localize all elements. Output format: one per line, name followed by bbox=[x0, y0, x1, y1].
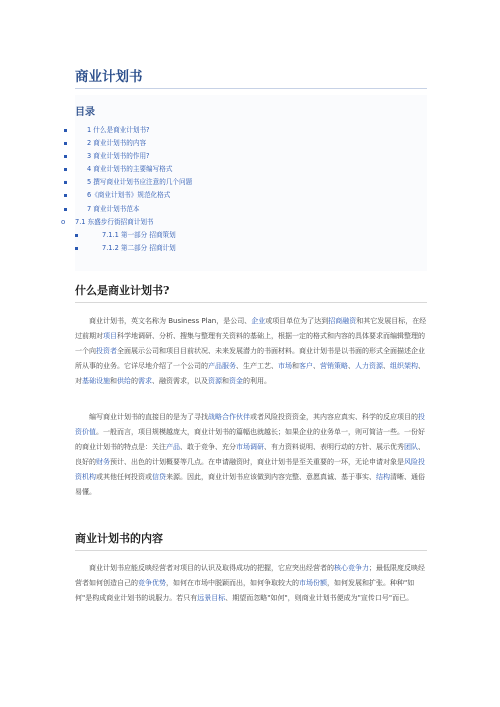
inline-link[interactable]: 招商融资 bbox=[328, 317, 357, 325]
toc-item[interactable] bbox=[75, 150, 427, 163]
inline-link[interactable]: 市场调研 bbox=[236, 443, 264, 451]
inline-link[interactable]: 远景目标 bbox=[197, 594, 226, 602]
inline-link[interactable]: 信贷 bbox=[152, 473, 166, 481]
toc-item[interactable] bbox=[75, 163, 427, 176]
text-run: 来源。因此，商业计划书应该做到内容完整、意愿真诚、基于事实、 bbox=[166, 473, 376, 481]
inline-link[interactable]: 供给 bbox=[117, 377, 131, 385]
page-title: 商业计划书 bbox=[75, 69, 143, 85]
text-run: ；最低限度反映经营者如何创造自己的 bbox=[75, 564, 425, 587]
text-run: 商业计划书，英文名称为 Business Plan，是公司、 bbox=[89, 317, 252, 325]
inline-link[interactable]: 核心竞争力 bbox=[334, 564, 369, 572]
text-run: 和 bbox=[222, 377, 229, 385]
square-bullet-icon bbox=[75, 234, 78, 237]
text-run: 全面展示公司和项目目前状况、未来发展潜力的书面材料。商业计划书是以书面的形式全面描述企业所从事的业务。它详尽地介绍了一个公司的 bbox=[75, 347, 425, 370]
inline-link[interactable]: 投资价值 bbox=[75, 413, 425, 436]
inline-link[interactable]: 营销策略 bbox=[320, 362, 348, 370]
toc-item[interactable] bbox=[61, 216, 427, 229]
toc-item-label: 7.1 东盛步行街招商计划书 bbox=[75, 217, 154, 226]
text-run: 或者风险投资资金，其内容应真实、科学的反应项目的 bbox=[250, 413, 418, 421]
toc-list bbox=[61, 124, 427, 255]
inline-link[interactable]: 项目 bbox=[103, 332, 117, 340]
square-bullet-icon bbox=[64, 129, 67, 132]
text-run: 或其他任何投资或 bbox=[96, 473, 152, 481]
toc-item-label: 7.1.1 第一部分 招商策划 bbox=[102, 230, 176, 239]
text-run: 、 bbox=[348, 362, 355, 370]
inline-link[interactable]: 资源 bbox=[208, 377, 222, 385]
inline-link[interactable]: 产品服务 bbox=[208, 362, 236, 370]
toc-item-label: 1 什么是商业计划书? bbox=[87, 126, 150, 134]
text-run: 的利用。 bbox=[243, 377, 271, 385]
text-run: 、敢于竞争、充分 bbox=[180, 443, 236, 451]
text-run: 、良好的 bbox=[75, 443, 425, 466]
text-run: 科学地调研、分析、搜集与整理有关资料的基础上，根据一定的格式和内容的具体要求而编辑整理的一个向 bbox=[75, 332, 425, 355]
inline-link[interactable]: 财务 bbox=[96, 458, 110, 466]
toc-item-label: 7 商业计划书范本 bbox=[87, 204, 140, 213]
text-run: 或项目单位为了达到 bbox=[265, 317, 329, 325]
toc-item[interactable] bbox=[75, 229, 427, 242]
text-run: 的 bbox=[131, 377, 138, 385]
text-run: ，如何在市场中脱颖而出，如何争取较大的 bbox=[166, 579, 299, 587]
toc-item-label: 3 商业计划书的作用? bbox=[87, 152, 150, 161]
text-run: 和其它发展目标，在经过前期对 bbox=[75, 317, 427, 340]
paragraph-definition bbox=[75, 314, 427, 389]
text-run: 、期望而忽略"如何"，则商业计划书便成为"宣传口号"而已。 bbox=[225, 594, 414, 602]
square-bullet-icon bbox=[64, 142, 67, 145]
inline-link[interactable]: 资金 bbox=[229, 377, 243, 385]
inline-link[interactable]: 竞争优势 bbox=[138, 579, 166, 587]
toc-item[interactable] bbox=[75, 203, 427, 216]
square-bullet-icon bbox=[64, 194, 67, 197]
text-run: 。一般而言，项目规模越庞大，商业计划书的篇幅也就越长；如果企业的业务单一，则可简洁一些。一份好的商业计划书的特点是：关注 bbox=[75, 428, 425, 451]
text-run: 、生产工艺、 bbox=[236, 362, 278, 370]
inline-link[interactable]: 人力资源 bbox=[355, 362, 383, 370]
text-run: 、融资需求，以及 bbox=[152, 377, 208, 385]
toc-item-label: 6《商业计划书》规范化格式 bbox=[87, 191, 171, 200]
text-run: 、有力资料说明、表明行动的方针、展示优秀 bbox=[264, 443, 404, 451]
inline-link[interactable]: 组织架构 bbox=[390, 362, 418, 370]
text-run: 和 bbox=[292, 362, 299, 370]
text-run: 、 bbox=[313, 362, 320, 370]
inline-link[interactable]: 产品 bbox=[166, 443, 180, 451]
text-run: 编写商业计划书的直接目的是为了寻找 bbox=[89, 413, 208, 421]
inline-link[interactable]: 市场份额 bbox=[299, 579, 327, 587]
square-bullet-icon bbox=[64, 155, 67, 158]
toc-item-label: 7.1.2 第二部分 招商计划 bbox=[102, 243, 176, 252]
paragraph-contents bbox=[75, 561, 427, 606]
toc-item[interactable] bbox=[75, 124, 427, 137]
square-bullet-icon bbox=[64, 168, 67, 171]
title-divider bbox=[75, 88, 427, 89]
section-divider bbox=[75, 302, 427, 303]
section-divider bbox=[75, 550, 427, 551]
toc-item-label: 5 撰写商业计划书应注意的几个问题 bbox=[87, 178, 193, 187]
inline-link[interactable]: 风险投资机构 bbox=[75, 458, 425, 481]
inline-link[interactable]: 团队 bbox=[404, 443, 418, 451]
square-bullet-icon bbox=[64, 181, 67, 184]
inline-link[interactable]: 需求 bbox=[138, 377, 152, 385]
square-bullet-icon bbox=[75, 247, 78, 250]
inline-link[interactable]: 客户 bbox=[299, 362, 313, 370]
text-run: 预计、出色的计划概要等几点。在申请融资时，商业计划书是至关重要的一环，无论申请对象是 bbox=[110, 458, 404, 466]
square-bullet-icon bbox=[64, 208, 67, 211]
inline-link[interactable]: 企业 bbox=[251, 317, 266, 325]
inline-link[interactable]: 投资者 bbox=[96, 347, 117, 355]
text-run: ，如何发展和扩张。种种"如何"是构成商业计划书的说服力。若只有 bbox=[75, 579, 415, 602]
inline-link[interactable]: 市场 bbox=[278, 362, 292, 370]
toc-item[interactable] bbox=[75, 176, 427, 189]
section-heading-what-is: 什么是商业计划书? bbox=[75, 284, 170, 297]
inline-link[interactable]: 基础设施 bbox=[82, 377, 110, 385]
paragraph-purpose bbox=[75, 410, 427, 500]
section-heading-contents: 商业计划书的内容 bbox=[75, 532, 163, 545]
toc-item[interactable] bbox=[75, 137, 427, 150]
toc-item-label: 4 商业计划书的主要编写格式 bbox=[87, 165, 173, 174]
circle-bullet-icon: o bbox=[61, 217, 66, 226]
inline-link[interactable]: 战略合作伙伴 bbox=[208, 413, 250, 421]
toc-item[interactable] bbox=[75, 242, 427, 255]
text-run: 、对 bbox=[75, 362, 425, 385]
inline-link[interactable]: 结构 bbox=[376, 473, 390, 481]
toc-item[interactable] bbox=[75, 189, 427, 202]
toc-heading: 目录 bbox=[75, 107, 95, 118]
text-run: 清晰、通俗易懂。 bbox=[75, 473, 425, 496]
text-run: 、 bbox=[383, 362, 390, 370]
text-run: 商业计划书应能反映经营者对项目的认识及取得成功的把握，它应突出经营者的 bbox=[89, 564, 334, 572]
text-run: 和 bbox=[110, 377, 117, 385]
toc-item-label: 2 商业计划书的内容 bbox=[87, 139, 147, 148]
